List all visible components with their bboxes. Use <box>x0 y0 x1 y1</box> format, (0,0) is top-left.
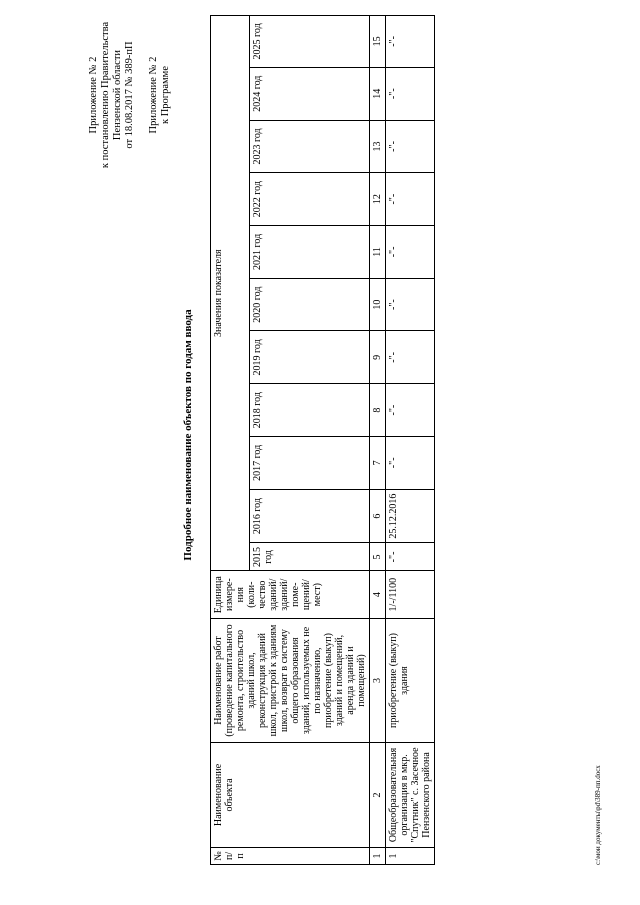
column-number: 8 <box>370 384 386 437</box>
row-value: -"- <box>386 278 435 331</box>
row-num: 1 <box>386 847 435 864</box>
year-header: 2018 год <box>250 384 370 437</box>
row-value: -"- <box>386 543 435 571</box>
row-object-name: Общеобразовательная организация в мкр. "Спутник" с. Засечное Пензенского района <box>386 743 435 848</box>
year-header: 2025 год <box>250 16 370 68</box>
year-header: 2016 год <box>250 489 370 543</box>
objects-table <box>210 15 435 865</box>
column-number: 10 <box>370 278 386 331</box>
row-value: -"- <box>386 16 435 68</box>
column-number: 6 <box>370 489 386 543</box>
col-header-num: № п/п <box>211 847 370 864</box>
column-number: 9 <box>370 331 386 384</box>
appendix-header <box>88 20 172 170</box>
column-number: 14 <box>370 67 386 120</box>
appendix-line: Пензенской области <box>112 49 123 141</box>
table-row <box>386 16 435 865</box>
column-number: 13 <box>370 120 386 173</box>
year-header: 2015 год <box>250 543 370 571</box>
page-title: Подробное наименование объектов по годам ввода <box>182 309 194 561</box>
column-number: 4 <box>370 571 386 619</box>
column-number: 15 <box>370 16 386 68</box>
column-number-row <box>370 16 386 865</box>
year-header: 2020 год <box>250 278 370 331</box>
appendix-line: к постановлению Правительства <box>100 21 111 169</box>
row-unit: 1/-/1100 <box>386 571 435 619</box>
column-number: 12 <box>370 173 386 226</box>
column-number: 2 <box>370 743 386 848</box>
year-header: 2024 год <box>250 67 370 120</box>
file-path-footnote: c:\мои документы\pd\389-пп.docx <box>594 765 602 865</box>
column-number: 5 <box>370 543 386 571</box>
row-value: -"- <box>386 436 435 489</box>
col-header-work: Наименование работ (проведение капитального ремонта, строительство зданий школ, реконструкция зданий школ, пристрой к зданиям школ, возврат в систему общего образования зданий, используемых не по назначению, приобретение (выкуп) зданий и помещений, аренда зданий и помещений) <box>211 618 370 742</box>
year-header: 2021 год <box>250 226 370 279</box>
column-number: 3 <box>370 618 386 742</box>
year-header: 2019 год <box>250 331 370 384</box>
year-header: 2023 год <box>250 120 370 173</box>
header-row <box>211 16 250 865</box>
row-value: -"- <box>386 67 435 120</box>
col-header-unit: Единица измере-ния (коли-чество зданий/ зданий/ поме-щений/ мест) <box>211 571 370 619</box>
row-value: -"- <box>386 331 435 384</box>
program-line: Приложение № 2 <box>148 56 159 134</box>
appendix-line: от 18.08.2017 № 389-пП <box>124 41 135 149</box>
year-header: 2017 год <box>250 436 370 489</box>
program-line: к Программе <box>160 66 171 124</box>
row-value: -"- <box>386 384 435 437</box>
year-header: 2022 год <box>250 173 370 226</box>
col-header-name: Наименование объекта <box>211 743 370 848</box>
row-work: приобретение (выкуп) здания <box>386 618 435 742</box>
column-number: 1 <box>370 847 386 864</box>
appendix-line: Приложение № 2 <box>88 56 99 134</box>
col-header-values: Значения показателя <box>211 16 250 571</box>
row-value: -"- <box>386 226 435 279</box>
column-number: 7 <box>370 436 386 489</box>
row-value: -"- <box>386 120 435 173</box>
row-value: 25.12.2016 <box>386 489 435 543</box>
column-number: 11 <box>370 226 386 279</box>
row-value: -"- <box>386 173 435 226</box>
